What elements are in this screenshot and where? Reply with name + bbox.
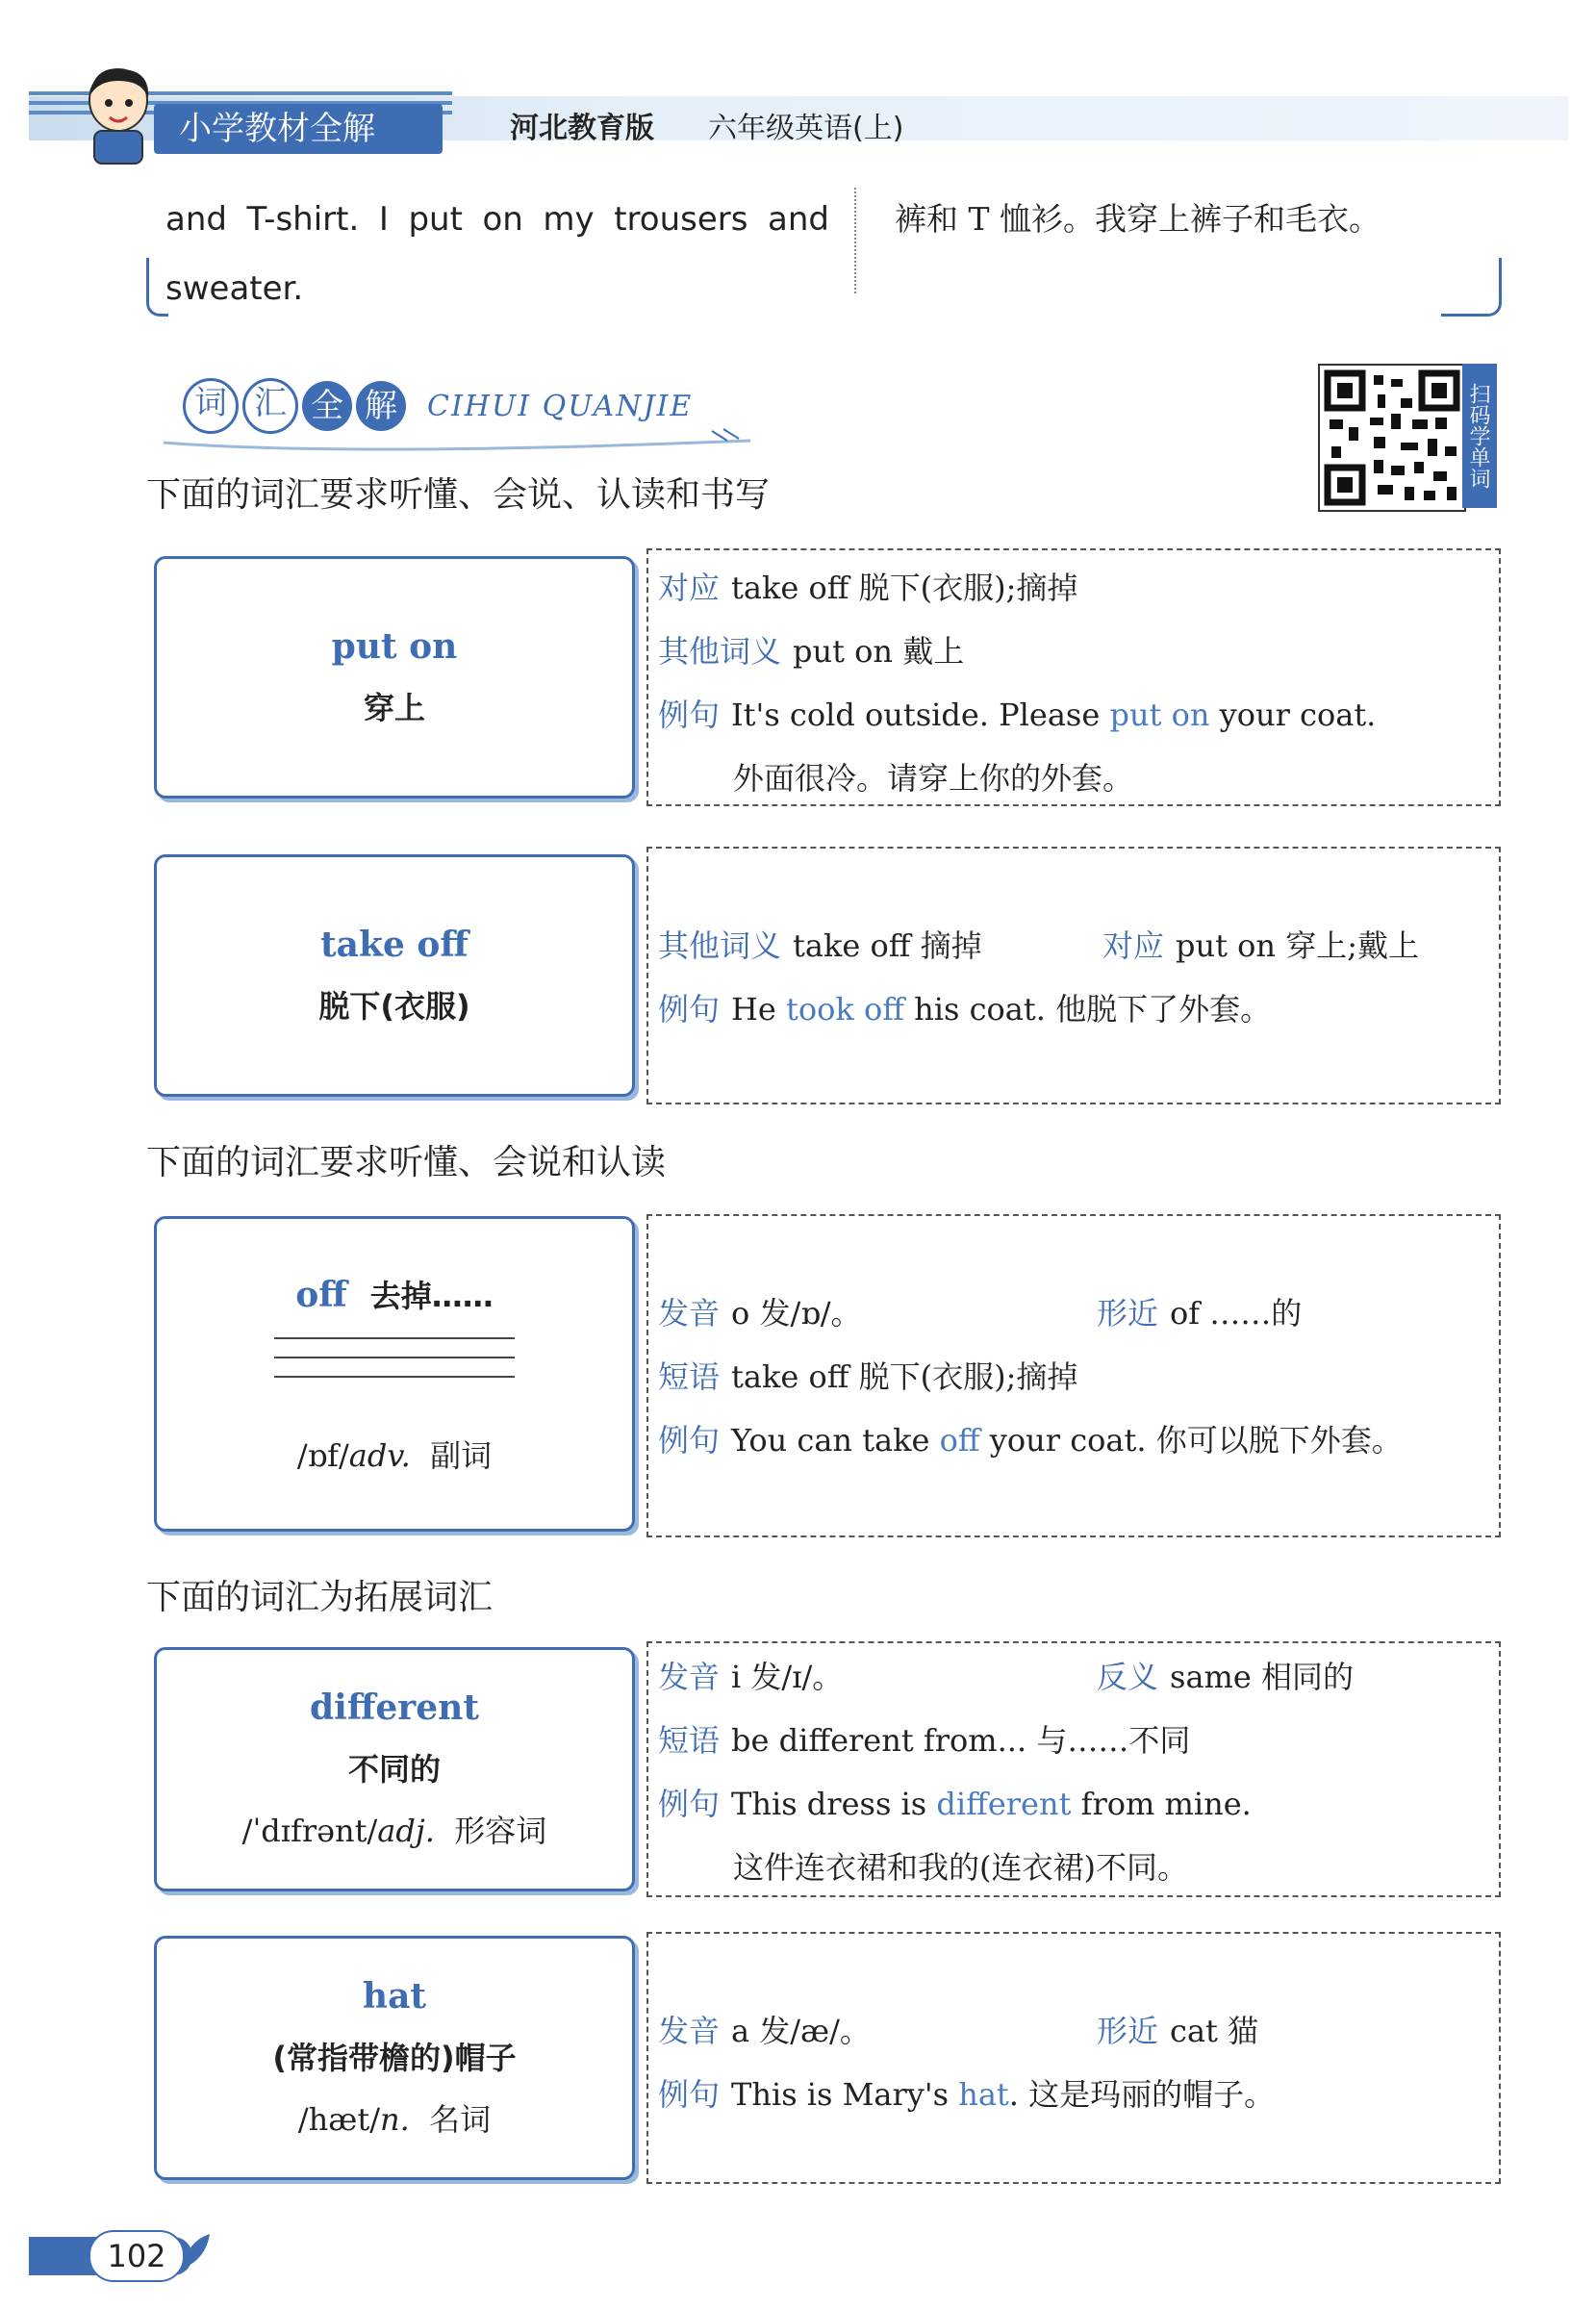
info-line	[1102, 922, 1419, 966]
word-heading	[157, 1272, 632, 1316]
info-line	[1097, 1289, 1302, 1333]
info-tag: 例句	[658, 991, 721, 1028]
qr-scan-label: 扫码学单词	[1462, 364, 1497, 508]
info-tag: 发音	[658, 1659, 721, 1695]
info-text: take off 脱下(衣服);摘掉	[731, 1358, 1078, 1395]
info-card-hat	[646, 1932, 1501, 2184]
passage-word: T-shirt.	[246, 200, 360, 239]
info-tag: 短语	[658, 1722, 721, 1759]
phonetic-text: /hæt/	[297, 2101, 380, 2138]
section-title-char: 词	[183, 378, 239, 434]
book-series-title: 小学教材全解	[154, 104, 443, 154]
section-title-char: 汇	[242, 378, 298, 434]
grade-subject: 六年级英语(上)	[708, 112, 904, 145]
word-phonetic	[157, 2095, 632, 2140]
example-sentence	[658, 2070, 1275, 2115]
part-of-speech: n.	[379, 2101, 410, 2138]
info-card-take-off	[646, 847, 1501, 1104]
publisher: 河北教育版	[510, 112, 654, 145]
section-title-char: 全	[302, 381, 352, 431]
example-pre: You can take	[731, 1422, 940, 1459]
requirement-heading-2: 下面的词汇要求听懂、会说和认读	[146, 1143, 667, 1182]
qr-code-icon[interactable]	[1318, 364, 1466, 512]
word-meaning: 不同的	[347, 1751, 441, 1788]
info-text: take off 摘掉	[793, 927, 982, 964]
info-tag: 例句	[658, 697, 721, 733]
example-post: your coat.	[1209, 697, 1377, 733]
info-tag: 反义	[1097, 1659, 1159, 1695]
top-passage-english	[165, 185, 829, 323]
example-sentence	[658, 985, 1271, 1029]
word-card-different	[154, 1647, 635, 1891]
word-phonetic	[157, 1807, 632, 1851]
example-post: from mine.	[1071, 1786, 1252, 1822]
info-line	[1097, 1653, 1354, 1697]
section-title-char: 解	[356, 381, 406, 431]
example-pre: He	[731, 991, 787, 1028]
example-highlight: took off	[786, 991, 904, 1028]
bracket-right	[1441, 258, 1502, 317]
info-text: be different from... 与……不同	[731, 1722, 1191, 1759]
word-phonetic	[157, 1432, 632, 1476]
word-meaning: (常指带檐的)帽子	[272, 2040, 517, 2076]
mascot-boy-icon	[65, 60, 171, 165]
info-tag: 其他词义	[658, 927, 782, 964]
part-of-speech-zh: 副词	[430, 1437, 493, 1474]
example-post: his coat. 他脱下了外套。	[903, 991, 1272, 1028]
top-passage-line-2: sweater.	[165, 269, 304, 308]
info-line	[658, 1353, 1077, 1397]
word-english: hat	[362, 1976, 427, 2017]
info-tag: 例句	[658, 1422, 721, 1459]
word-english: take off	[320, 925, 469, 965]
info-line	[658, 1653, 843, 1697]
info-line	[658, 2007, 871, 2051]
info-tag: 发音	[658, 2013, 721, 2049]
top-passage-chinese: 裤和 T 恤衫。我穿上裤子和毛衣。	[895, 200, 1381, 238]
word-english: put on	[331, 626, 458, 667]
info-line	[1097, 2007, 1258, 2051]
part-of-speech-zh: 形容词	[454, 1813, 547, 1849]
passage-word: put	[408, 200, 463, 239]
word-english: different	[310, 1687, 479, 1728]
info-text: i 发/ɪ/。	[731, 1659, 844, 1695]
info-text: take off 脱下(衣服);摘掉	[731, 570, 1078, 606]
word-meaning: 去掉……	[369, 1278, 494, 1314]
info-line	[658, 1716, 1190, 1761]
info-text: o 发/ɒ/。	[731, 1295, 862, 1332]
info-tag: 对应	[658, 570, 721, 606]
info-tag: 发音	[658, 1295, 721, 1332]
example-post: your coat. 你可以脱下外套。	[979, 1422, 1403, 1459]
info-card-off	[646, 1214, 1501, 1537]
top-passage-line-1	[165, 185, 829, 254]
writing-lines	[157, 1316, 632, 1432]
example-highlight: off	[939, 1422, 980, 1459]
phonetic-text: /ˈdɪfrənt/	[241, 1813, 378, 1849]
passage-word: my	[543, 200, 595, 239]
word-english: off	[295, 1275, 347, 1315]
info-tag: 形近	[1097, 1295, 1159, 1332]
word-meaning: 脱下(衣服)	[318, 988, 470, 1025]
requirement-heading-1: 下面的词汇要求听懂、会说、认读和书写	[146, 475, 771, 515]
column-divider	[854, 188, 856, 293]
info-text: put on 穿上;戴上	[1176, 927, 1419, 964]
info-line	[658, 564, 1077, 608]
example-pre: It's cold outside. Please	[731, 697, 1110, 733]
phonetic-text: /ɒf/	[296, 1437, 349, 1474]
example-pre: This dress is	[731, 1786, 937, 1822]
example-pre: This is Mary's	[731, 2076, 959, 2113]
info-text: of ……的	[1170, 1295, 1303, 1332]
example-post: . 这是玛丽的帽子。	[1008, 2076, 1276, 2113]
passage-word: on	[482, 200, 523, 239]
section-pinyin: CIHUI QUANJIE	[427, 389, 694, 423]
example-highlight: different	[936, 1786, 1072, 1822]
passage-word: and	[768, 200, 829, 239]
part-of-speech: adj.	[377, 1813, 435, 1849]
word-card-put-on	[154, 556, 635, 799]
info-card-put-on	[646, 548, 1501, 806]
example-highlight: hat	[958, 2076, 1009, 2113]
info-tag: 例句	[658, 1786, 721, 1822]
example-translation: 外面很冷。请穿上你的外套。	[733, 760, 1134, 797]
info-text: put on 戴上	[793, 633, 965, 670]
section-title	[183, 377, 693, 435]
part-of-speech-zh: 名词	[429, 2101, 492, 2138]
info-card-different	[646, 1641, 1501, 1897]
example-sentence	[658, 1780, 1252, 1824]
info-line	[658, 1289, 862, 1333]
word-card-hat	[154, 1936, 635, 2180]
info-tag: 短语	[658, 1358, 721, 1395]
passage-word: trousers	[614, 200, 748, 239]
passage-word: and	[165, 200, 227, 239]
word-card-take-off	[154, 854, 635, 1097]
word-meaning: 穿上	[363, 690, 425, 726]
example-sentence	[658, 691, 1376, 735]
example-translation: 这件连衣裙和我的(连衣裙)不同。	[733, 1849, 1188, 1886]
leaf-icon	[177, 2230, 215, 2272]
example-highlight: put on	[1109, 697, 1210, 733]
page-number: 102	[89, 2230, 185, 2282]
info-tag: 形近	[1097, 2013, 1159, 2049]
requirement-heading-3: 下面的词汇为拓展词汇	[146, 1578, 494, 1617]
word-card-off	[154, 1216, 635, 1532]
info-tag: 对应	[1102, 927, 1165, 964]
passage-word: I	[378, 200, 389, 239]
part-of-speech: adv.	[348, 1437, 411, 1474]
info-text: a 发/æ/。	[731, 2013, 871, 2049]
example-sentence	[658, 1416, 1403, 1460]
info-line	[658, 922, 982, 966]
info-tag: 例句	[658, 2076, 721, 2113]
info-text: same 相同的	[1170, 1659, 1354, 1695]
info-text: cat 猫	[1170, 2013, 1259, 2049]
info-line	[658, 627, 964, 672]
bracket-left	[146, 258, 168, 317]
info-tag: 其他词义	[658, 633, 782, 670]
